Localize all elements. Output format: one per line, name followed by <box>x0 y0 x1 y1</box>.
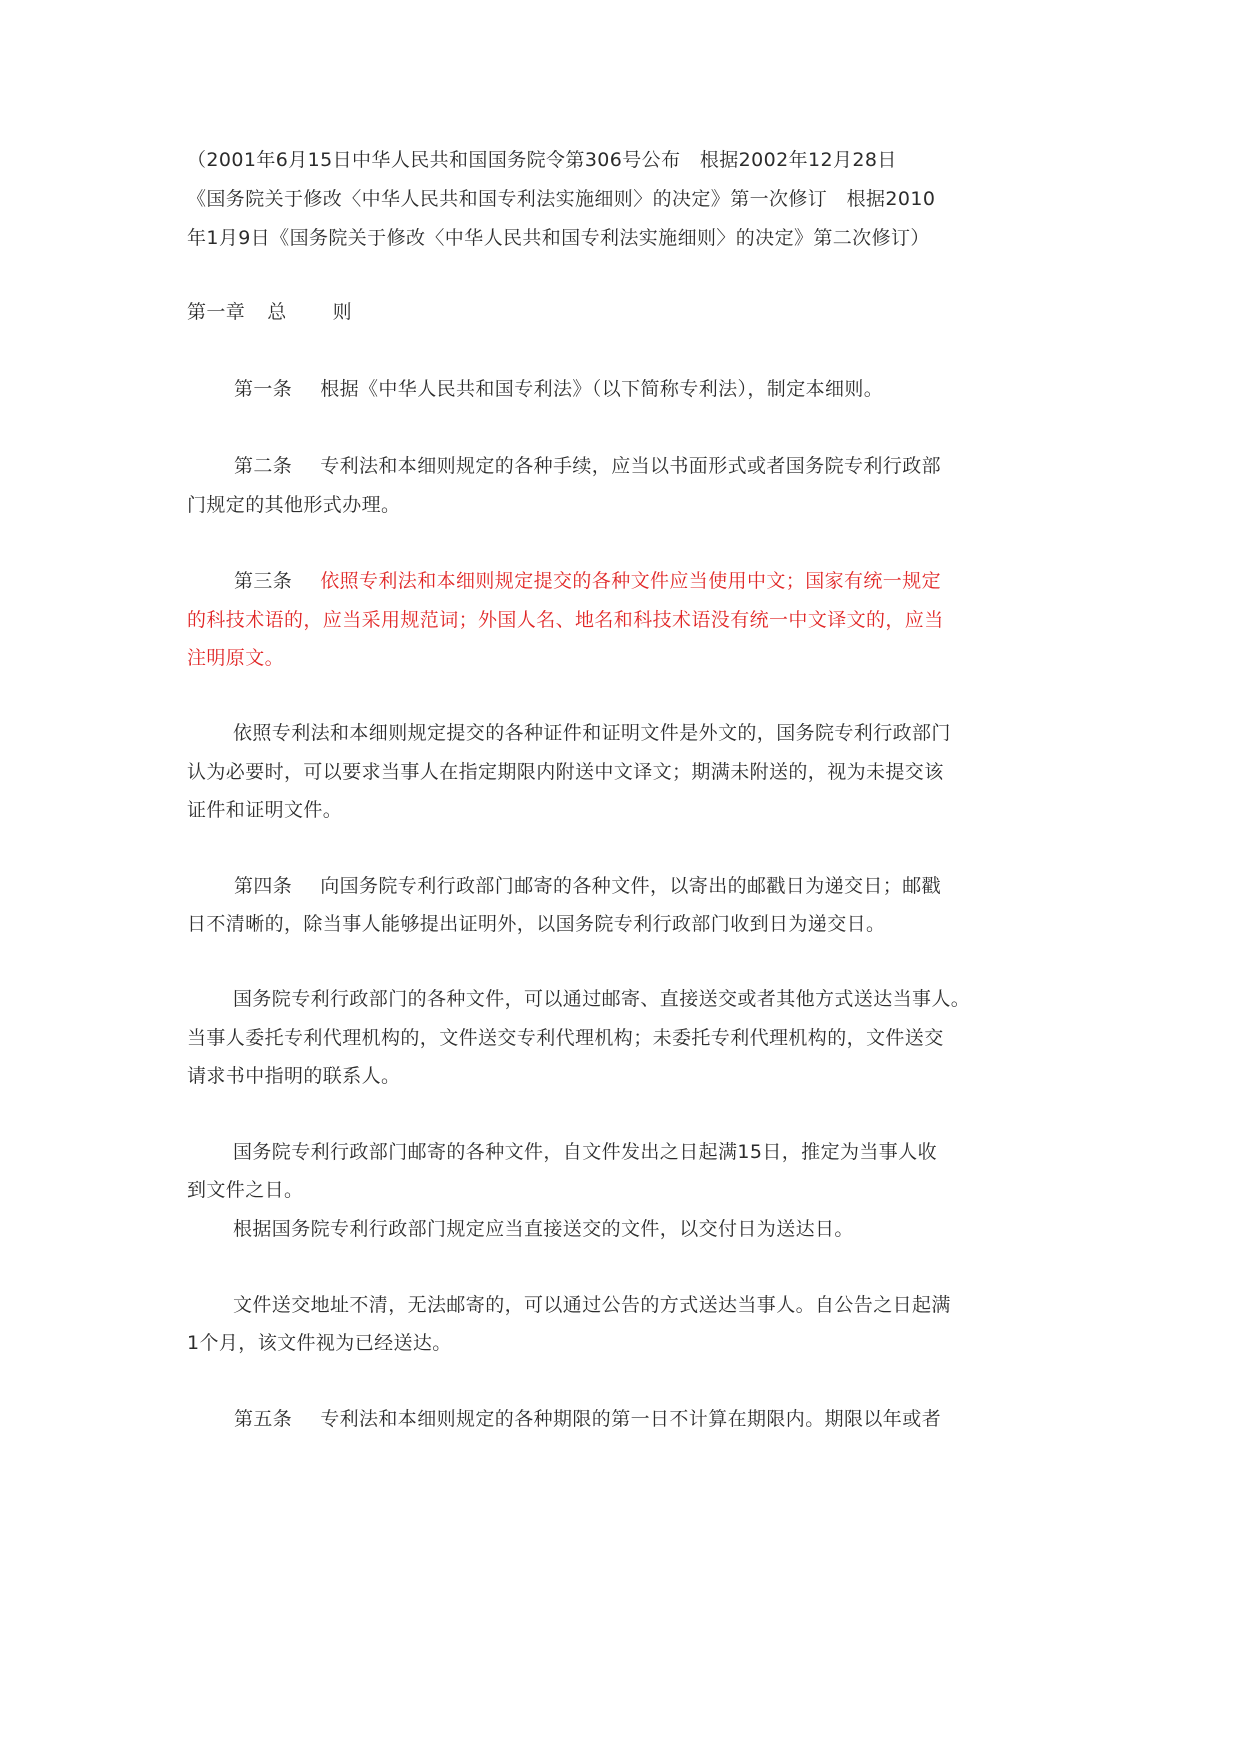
article-1-label: 第一条 <box>234 378 293 400</box>
article-4-text: 向国务院专利行政部门邮寄的各种文件，以寄出的邮戳日为递交日；邮戳 <box>320 875 942 897</box>
article-3-line-3: 注明原文。 <box>187 647 285 669</box>
article-5-text: 专利法和本细则规定的各种期限的第一日不计算在期限内。期限以年或者 <box>320 1408 942 1430</box>
article-2-label: 第二条 <box>234 455 293 477</box>
chapter-label: 第一章 <box>187 301 246 323</box>
article-3-paragraph-2-line-2: 认为必要时，可以要求当事人在指定期限内附送中文译文；期满未附送的，视为未提交该 <box>187 761 944 783</box>
header-line-3: 年1月9日《国务院关于修改〈中华人民共和国专利法实施细则〉的决定》第二次修订） <box>187 227 930 249</box>
article-1-text: 根据《中华人民共和国专利法》（以下简称专利法），制定本细则。 <box>320 378 884 400</box>
article-2-text: 专利法和本细则规定的各种手续，应当以书面形式或者国务院专利行政部 <box>320 455 942 477</box>
article-4-paragraph-5-line-2: 1个月，该文件视为已经送达。 <box>187 1332 452 1354</box>
article-2-line-2: 门规定的其他形式办理。 <box>187 494 401 516</box>
article-4-paragraph-3-line-2: 到文件之日。 <box>187 1179 304 1201</box>
article-4-paragraph-5-line-1: 文件送交地址不清，无法邮寄的，可以通过公告的方式送达当事人。自公告之日起满 <box>233 1294 951 1316</box>
chapter-title-part1: 总 <box>267 301 287 323</box>
article-4-paragraph-2-line-3: 请求书中指明的联系人。 <box>187 1065 401 1087</box>
article-3-label: 第三条 <box>234 570 293 592</box>
header-line-1: （2001年6月15日中华人民共和国国务院令第306号公布 根据2002年12月28日 <box>187 149 897 171</box>
article-4-paragraph-3-line-1: 国务院专利行政部门邮寄的各种文件，自文件发出之日起满15日，推定为当事人收 <box>233 1141 937 1163</box>
article-3-line-2: 的科技术语的，应当采用规范词；外国人名、地名和科技术语没有统一中文译文的，应当 <box>187 609 944 631</box>
article-3-paragraph-2-line-1: 依照专利法和本细则规定提交的各种证件和证明文件是外文的，国务院专利行政部门 <box>233 722 951 744</box>
article-5-line-1 <box>234 1407 941 1431</box>
article-4-label: 第四条 <box>234 875 293 897</box>
article-4-paragraph-2-line-1: 国务院专利行政部门的各种文件，可以通过邮寄、直接送交或者其他方式送达当事人。 <box>233 988 971 1010</box>
chapter-heading <box>187 300 352 324</box>
chapter-title-part2: 则 <box>332 301 353 323</box>
article-3-text: 依照专利法和本细则规定提交的各种文件应当使用中文；国家有统一规定 <box>320 570 942 592</box>
article-2-line-1 <box>234 454 941 478</box>
article-3-paragraph-2-line-3: 证件和证明文件。 <box>187 799 343 821</box>
article-4-paragraph-2-line-2: 当事人委托专利代理机构的，文件送交专利代理机构；未委托专利代理机构的，文件送交 <box>187 1027 944 1049</box>
header-line-2: 《国务院关于修改〈中华人民共和国专利法实施细则〉的决定》第一次修订 根据2010 <box>187 188 936 210</box>
article-4-line-1 <box>234 874 941 898</box>
article-4-line-2: 日不清晰的，除当事人能够提出证明外，以国务院专利行政部门收到日为递交日。 <box>187 913 886 935</box>
article-4-paragraph-4-line-1: 根据国务院专利行政部门规定应当直接送交的文件，以交付日为送达日。 <box>233 1218 854 1240</box>
article-5-label: 第五条 <box>234 1408 293 1430</box>
article-1-line-1 <box>234 377 883 401</box>
article-3-line-1 <box>234 569 941 593</box>
